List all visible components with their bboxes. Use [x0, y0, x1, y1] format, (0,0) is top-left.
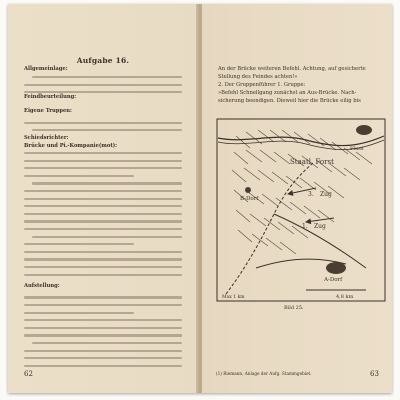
map-label-forest: Staatl. Forst [290, 158, 334, 166]
body-text-line [32, 342, 182, 344]
body-text-line [24, 243, 134, 245]
body-text-line [24, 122, 182, 124]
left-page-number: 62 [24, 370, 33, 378]
body-text-line [24, 190, 182, 192]
body-text-line [24, 205, 182, 207]
label-bridge-company: Brücke und Pi.-Kompanie(mot): [24, 143, 118, 149]
body-text-line [24, 274, 182, 276]
body-text-line [24, 198, 182, 200]
right-text-line-4: »Befehl Schnellgang zunächst an Aus-Brücke. Nach- [218, 90, 357, 96]
right-page-number: 63 [370, 370, 379, 378]
body-text-line [32, 76, 182, 78]
body-text-line [24, 152, 182, 154]
body-text-line [24, 312, 134, 314]
right-text-line-2: Stellung des Feindes achten!« [218, 74, 298, 80]
right-text-line-1: An der Brücke weiteren Befehl. Achtung, auf gesicherte [218, 66, 366, 72]
publisher-footer: (1) Riemann, Anlage der Aufg. Stammgebiet. [216, 371, 312, 376]
map-label-b-dorf: B-Dorf [240, 196, 259, 202]
body-text-line [24, 357, 182, 359]
body-text-line [24, 350, 182, 352]
right-text-line-3: 2. Der Gruppenführer 1. Gruppe: [218, 82, 306, 88]
body-text-line [32, 182, 182, 184]
village-a-dorf [326, 262, 346, 274]
terrain-map [216, 118, 386, 302]
body-text-line [24, 228, 182, 230]
figure-caption: Bild 25. [284, 305, 304, 311]
village-b-dorf [245, 187, 251, 193]
right-page [202, 4, 392, 393]
body-text-line [24, 175, 134, 177]
left-page [8, 4, 198, 393]
body-text-line [24, 258, 182, 260]
open-book [8, 4, 392, 393]
body-text-line [24, 365, 182, 367]
map-distance-label: 4,8 km [336, 294, 354, 300]
body-text-line [32, 129, 182, 131]
body-text-line [24, 304, 182, 306]
body-text-line [24, 327, 182, 329]
label-enemy-assessment: Feindbeurteilung: [24, 94, 77, 100]
body-text-line [24, 334, 182, 336]
body-text-line [32, 236, 182, 238]
task-title: Aufgabe 16. [76, 56, 130, 65]
road-west [226, 162, 314, 294]
map-label-number-3: 3. [308, 191, 314, 198]
body-text-line [24, 220, 182, 222]
label-own-troops: Eigene Truppen: [24, 108, 72, 114]
body-text-line [24, 213, 182, 215]
troop-arrow-2 [306, 218, 334, 222]
map-label-zug-2: Zug [314, 223, 326, 230]
body-text-line [24, 167, 182, 169]
body-text-line [24, 319, 182, 321]
label-deployment: Aufstellung: [24, 283, 60, 289]
body-text-line [24, 266, 182, 268]
body-text-line [24, 251, 182, 253]
map-label-number-1: 1. [302, 223, 308, 230]
right-text-line-5: sicherung beendigen. Dieweil hier die Brücke eilig bis [218, 98, 361, 104]
label-general-situation: Allgemeinlage: [24, 66, 68, 72]
map-label-river: Fluss [350, 146, 364, 152]
body-text-line [24, 84, 182, 86]
body-text-line [24, 296, 182, 298]
map-label-a-dorf: A-Dorf [324, 277, 343, 283]
body-text-line [24, 160, 182, 162]
map-scale-label: Max 1 km [222, 295, 245, 300]
village-north [356, 125, 372, 135]
map-label-zug-1: Zug [320, 191, 332, 198]
label-umpire: Schiedsrichter: [24, 135, 69, 141]
